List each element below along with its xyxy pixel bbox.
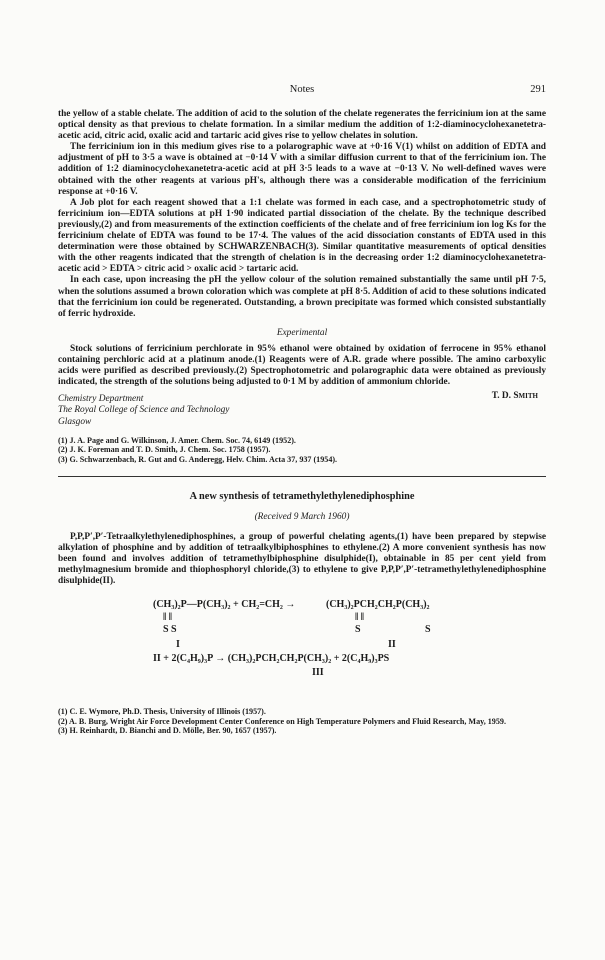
- reference-item: (3) H. Reinhardt, D. Bianchi and D. Mölle, Ber. 90, 1657 (1957).: [58, 726, 277, 736]
- compound-label-II: II: [388, 639, 396, 651]
- equation-line-1-right: (CH₃)₂PCH₂CH₂P(CH₃)₂: [326, 599, 430, 611]
- reaction-equation: [58, 593, 546, 703]
- reference-item: (2) A. B. Burg, Wright Air Force Development Center Conference on High Temperature Polymers and Fluid Research, May, 1959.: [58, 716, 506, 726]
- paragraph-4: In each case, upon increasing the pH the yellow colour of the solution remained substantially the same until pH 7·5, when the solutions assumed a brown coloration which was complete at pH 8·5. Addition of acid to these solutions indicated that the ferricinium ion could be regenerated. Outstanding, a brown precipitate was formed which consisted substantially of ferric hydroxide.: [58, 275, 546, 319]
- section-divider: [58, 476, 546, 477]
- reference-item: (2) J. K. Foreman and T. D. Smith, J. Chem. Soc. 1758 (1957).: [58, 445, 271, 455]
- sulphur-atom-right-1: S: [355, 624, 361, 636]
- reference-list: [58, 436, 546, 465]
- address-line: Glasgow: [58, 416, 92, 427]
- article-intro: P,P,P′,P′-Tetraalkylethylenediphosphines, a group of powerful chelating agents,(1) have been prepared by stepwise alkylation of phosphine and by addition of tetraalkylbiphosphines to ethylene.(2) A more convenient synthesis has now been found and involves addition of tetramethylbiphosphine disulphide(I), obtainable in 85 per cent yield from methylmagnesium bromide and thiophosphoryl chloride,(3) to ethylene to give P,P,P′,P′-tetramethylethylenediphosphine disulphide(II).: [58, 531, 546, 586]
- experimental-paragraph: Stock solutions of ferricinium perchlorate in 95% ethanol were obtained by oxidation of ferrocene in 95% ethanol containing perchloric acid at a platinum anode.(1) Reagents were of A.R. grade where possible. The amino carboxylic acids were purified as described previously.(2) Spectrophotometric and polarographic data were obtained as previously indicated, the strength of the solutions being adjusted to 0·1 M by addition of ammonium chloride.: [58, 343, 546, 388]
- article-title: A new synthesis of tetramethylethylenediphosphine: [189, 491, 415, 503]
- paragraph-1: the yellow of a stable chelate. The addition of acid to the solution of the chelate regenerates the ferricinium ion at the same optical density as that previous to chelate formation. In a similar medium the addition of 1:2-diaminocyclohexanetetra-acetic acid, citric acid, oxalic acid and tartaric acid gives rise to yellow chelates in solution.: [58, 109, 546, 142]
- equation-line-2: II + 2(C₄H₉)₃P → (CH₃)₂PCH₂CH₂P(CH₃)₂ + 2(C₄H₉)₃PS: [153, 653, 390, 665]
- compound-label-III: III: [312, 667, 324, 679]
- reference-item: (3) G. Schwarzenbach, R. Gut and G. Anderegg, Helv. Chim. Acta 37, 937 (1954).: [58, 454, 338, 464]
- author-address: [58, 394, 546, 427]
- received-date: (Received 9 March 1960): [254, 511, 350, 522]
- address-line: The Royal College of Science and Technology: [58, 405, 230, 416]
- paragraph-2: The ferricinium ion in this medium gives rise to a polarographic wave at +0·16 V(1) whilst on addition of EDTA and adjustment of pH to 3·5 a wave is obtained at −0·14 V with a similar diffusion current to that of the ferricinium ion. The addition of 1:2 diaminocyclohexanetetra-acetic acid at pH 3·5 leads to a wave at −0·13 V. No well-defined waves were obtained with the other reagents at various pH's, although there was a considerable modification of the ferricinium response at +0·16 V.: [58, 142, 546, 197]
- sulphur-atom-right-2: S: [425, 624, 431, 636]
- equation-line-1-left: (CH₃)₂P—P(CH₃)₂ + CH₂=CH₂ →: [153, 599, 296, 611]
- running-header: [58, 84, 546, 98]
- experimental-heading: Experimental: [276, 327, 328, 338]
- reference-item: (1) C. E. Wymore, Ph.D. Thesis, University of Illinois (1957).: [58, 707, 266, 717]
- compound-label-I: I: [176, 639, 180, 651]
- paragraph-3: A Job plot for each reagent showed that a 1:1 chelate was formed in each case, and a spectrophotometric study of ferricinium ion—EDTA solutions at pH 1·90 indicated partial dissociation of the chelate. By the technique described previously,(2) and from measurements of the extinction coefficients of the chelate and of free ferricinium ion log Ks for the ferricinium chelate of EDTA was found to be 17·4. The values of the acid dissociation constants of EDTA used in this determination were those obtained by SCHWARZENBACH(3). Similar quantitative measurements of optical densities with the other reagents indicated that the strength of chelation is in the decreasing order 1:2 diaminocyclohexanetetra-acetic acid > EDTA > citric acid > oxalic acid > tartaric acid.: [58, 197, 546, 275]
- author-signature: T. D. Smith: [491, 391, 538, 402]
- double-bonds-left: ‖ ‖: [163, 612, 172, 624]
- sulphur-atoms-left: S S: [163, 624, 177, 636]
- page-number: 291: [530, 84, 546, 95]
- address-line: Chemistry Department: [58, 394, 144, 405]
- running-title: Notes: [289, 84, 315, 95]
- page-content: [58, 109, 546, 736]
- article-references: [58, 707, 546, 736]
- reference-item: (1) J. A. Page and G. Wilkinson, J. Amer. Chem. Soc. 74, 6149 (1952).: [58, 435, 296, 445]
- double-bonds-right: ‖ ‖: [355, 612, 364, 624]
